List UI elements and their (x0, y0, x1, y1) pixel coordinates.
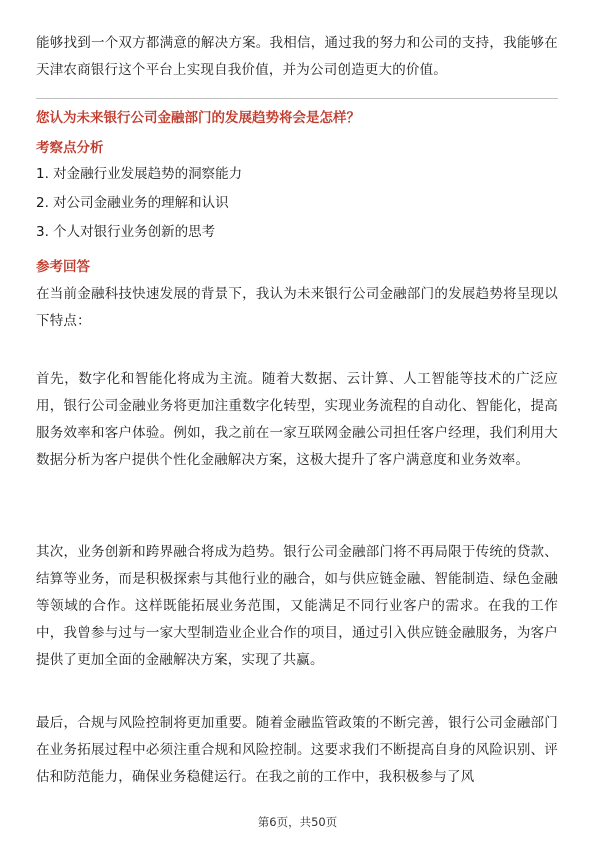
page-number-footer: 第6页，共50页 (257, 815, 338, 829)
analysis-point-3: 3. 个人对银行业务创新的思考 (36, 224, 216, 240)
analysis-title: 考察点分析 (36, 140, 104, 156)
answer-paragraph-1: 在当前金融科技快速发展的背景下，我认为未来银行公司金融部门的发展趋势将呈现以下特点： (36, 286, 558, 329)
answer-paragraph-2: 首先，数字化和智能化将成为主流。随着大数据、云计算、人工智能等技术的广泛应用，银行公司金融业务将更加注重数字化转型，实现业务流程的自动化、智能化，提高服务效率和客户体验。例如，我之前在一家互联网金融公司担任客户经理，我们利用大数据分析为客户提供个性化金融解决方案，这极大提升了客户满意度和业务效率。 (36, 371, 558, 468)
intro-paragraph: 能够找到一个双方都满意的解决方案。我相信，通过我的努力和公司的支持，我能够在天津农商银行这个平台上实现自我价值，并为公司创造更大的价值。 (36, 35, 558, 78)
analysis-point-1: 1. 对金融行业发展趋势的洞察能力 (36, 166, 243, 182)
section-divider (36, 98, 558, 99)
answer-paragraph-3: 其次，业务创新和跨界融合将成为趋势。银行公司金融部门将不再局限于传统的贷款、结算等业务，而是积极探索与其他行业的融合，如与供应链金融、智能制造、绿色金融等领域的合作。这样既能拓展业务范围，又能满足不同行业客户的需求。在我的工作中，我曾参与过与一家大型制造业企业合作的项目，通过引入供应链金融服务，为客户提供了更加全面的金融解决方案，实现了共赢。 (36, 544, 558, 668)
question-heading: 您认为未来银行公司金融部门的发展趋势将会是怎样？ (36, 110, 360, 126)
answer-paragraph-4: 最后，合规与风险控制将更加重要。随着金融监管政策的不断完善，银行公司金融部门在业务拓展过程中必须注重合规和风险控制。这要求我们不断提高自身的风险识别、评估和防范能力，确保业务稳健运行。在我之前的工作中，我积极参与了风 (36, 715, 558, 785)
analysis-point-2: 2. 对公司金融业务的理解和认识 (36, 195, 229, 211)
answer-title: 参考回答 (36, 259, 90, 275)
